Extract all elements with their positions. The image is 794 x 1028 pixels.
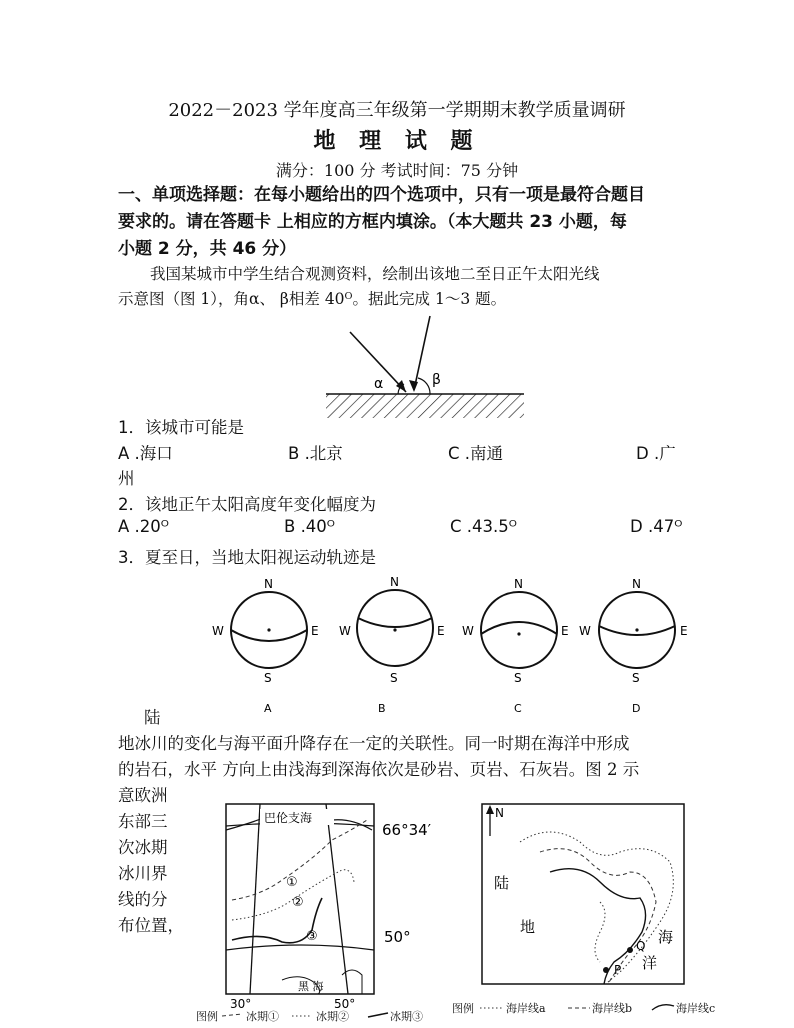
glacier-map (222, 800, 432, 1022)
option-label-d: D (632, 702, 641, 715)
west-label: W (579, 624, 591, 638)
intro-line1: 我国某城市中学生结合观测资料，绘制出该地二至日正午太阳光线 (150, 265, 600, 283)
q2-option-d[interactable]: D .47ᴼ (630, 517, 683, 536)
option-label-b: B (378, 702, 386, 715)
ground-hatching (326, 394, 524, 418)
west-label: W (212, 624, 224, 638)
ice-3-legend-line (366, 1008, 390, 1022)
north-label: N (264, 577, 273, 591)
right-legend-coast-c: 海岸线c (676, 1002, 716, 1015)
passage-side-3: 次冰期 (118, 838, 168, 857)
north-label: N (632, 577, 641, 591)
q2-option-a[interactable]: A .20ᴼ (118, 517, 169, 536)
option-label-a: A (264, 702, 272, 715)
passage-line1: 地冰川的变化与海平面升降存在一定的关联性。同一时期在海洋中形成 (118, 734, 630, 753)
sun-path-option-b[interactable] (339, 575, 445, 715)
left-legend-ice-3: 冰期③ (390, 1010, 423, 1023)
angle-beta-arc (418, 378, 430, 394)
longitude-30: 30° (230, 997, 252, 1011)
alpha-label: α (374, 376, 384, 392)
south-label: S (264, 671, 272, 685)
section-header-line2: 要求的。请在答题卡 上相应的方框内填涂。（本大题共 23 小题，每 (118, 212, 627, 232)
ice-line-1 (232, 820, 367, 900)
barents-sea-label: 巴伦支海 (264, 811, 313, 825)
q1-option-d[interactable]: D .广 (636, 444, 676, 463)
passage-side-5: 线的分 (118, 890, 168, 909)
coastline-b-legend (566, 1000, 592, 1014)
east-label: E (561, 624, 569, 638)
point-p (603, 967, 609, 973)
land-label-2: 地 (520, 918, 536, 936)
section-header-line1: 一、单项选择题：在每小题给出的四个选项中，只有一项是最符合题目 (118, 185, 645, 205)
exam-meta: 满分：100 分 考试时间：75 分钟 (275, 161, 519, 180)
north-arrow-head (486, 805, 494, 814)
north-label: N (495, 806, 504, 820)
section-header-line3: 小题 2 分，共 46 分） (118, 239, 297, 259)
coastline-map (480, 802, 686, 988)
coastline-b (540, 849, 656, 984)
coastline-a-legend (478, 1000, 504, 1014)
passage-side-6: 布位置， (118, 916, 184, 935)
south-label: S (514, 671, 522, 685)
land-label-1: 陆 (494, 874, 510, 892)
north-label: N (514, 577, 523, 591)
arrow-head-2 (409, 380, 418, 392)
river-line (595, 902, 605, 962)
ice-1-legend-line (220, 1008, 244, 1022)
latitude-66: 66°34′ (382, 821, 432, 839)
passage-side-4: 冰川界 (118, 864, 168, 883)
ice-2-legend-line (290, 1008, 314, 1022)
meridian-50 (326, 804, 348, 994)
meridian-30 (250, 804, 260, 994)
west-label: W (339, 624, 351, 638)
p-label: P (614, 963, 622, 977)
east-label: E (680, 624, 688, 638)
point-q (627, 947, 633, 953)
sun-path-option-c[interactable] (462, 577, 569, 715)
figure1-sun-rays (320, 312, 530, 422)
question-3-stem: 3．夏至日，当地太阳视运动轨迹是 (118, 548, 376, 567)
sea-label-1: 海 (658, 928, 674, 946)
right-legend-coast-b: 海岸线b (592, 1002, 633, 1015)
sun-path-options (205, 570, 725, 720)
sun-ray-summer (414, 316, 430, 390)
latitude-50: 50° (384, 928, 411, 946)
passage-side-2: 东部三 (118, 812, 168, 831)
subject-title: 地 理 试 题 (313, 128, 481, 154)
longitude-50: 50° (334, 997, 356, 1011)
south-label: S (390, 671, 398, 685)
passage-side-1: 意欧洲 (118, 786, 168, 805)
parallel-50 (226, 945, 374, 950)
exam-title: 2022－2023 学年度高三年级第一学期期末教学质量调研 (168, 100, 626, 121)
beta-label: β (432, 372, 441, 388)
east-label: E (311, 624, 319, 638)
q1-option-d-wrap: 州 (118, 469, 135, 488)
question-1-stem: 1．该城市可能是 (118, 418, 244, 437)
intro-line2: 示意图（图 1），角α、 β相差 40ᴼ。据此完成 1～3 题。 (118, 290, 507, 308)
sun-path-option-d[interactable] (579, 577, 688, 715)
right-legend-title: 图例 (452, 1002, 474, 1015)
black-sea-label: 黑 海 (298, 980, 324, 993)
passage-line2: 的岩石，水平 方向上由浅海到深海依次是砂岩、页岩、石灰岩。图 2 示 (118, 760, 640, 779)
right-legend-coast-a: 海岸线a (506, 1002, 546, 1015)
left-legend-title: 图例 (196, 1010, 218, 1023)
coastline-c (550, 869, 646, 984)
sun-path-option-a[interactable] (212, 577, 319, 715)
q2-option-c[interactable]: C .43.5ᴼ (450, 517, 517, 536)
passage-line0: 陆 (144, 708, 161, 727)
ice-label-3: ③ (306, 929, 318, 944)
left-legend-ice-1: 冰期① (246, 1010, 279, 1023)
north-label: N (390, 575, 399, 589)
q2-option-b[interactable]: B .40ᴼ (284, 517, 335, 536)
east-label: E (437, 624, 445, 638)
option-label-c: C (514, 702, 522, 715)
question-2-stem: 2．该地正午太阳高度年变化幅度为 (118, 495, 376, 514)
left-legend-ice-2: 冰期② (316, 1010, 349, 1023)
south-label: S (632, 671, 640, 685)
sea-label-2: 洋 (642, 954, 658, 972)
q1-option-c[interactable]: C .南通 (448, 444, 504, 463)
q-label: Q (636, 939, 646, 953)
q1-option-b[interactable]: B .北京 (288, 444, 343, 463)
coastline-c-legend (650, 1000, 676, 1014)
west-label: W (462, 624, 474, 638)
q1-option-a[interactable]: A .海口 (118, 444, 173, 463)
ice-label-2: ② (292, 895, 304, 910)
ice-label-1: ① (286, 875, 298, 890)
